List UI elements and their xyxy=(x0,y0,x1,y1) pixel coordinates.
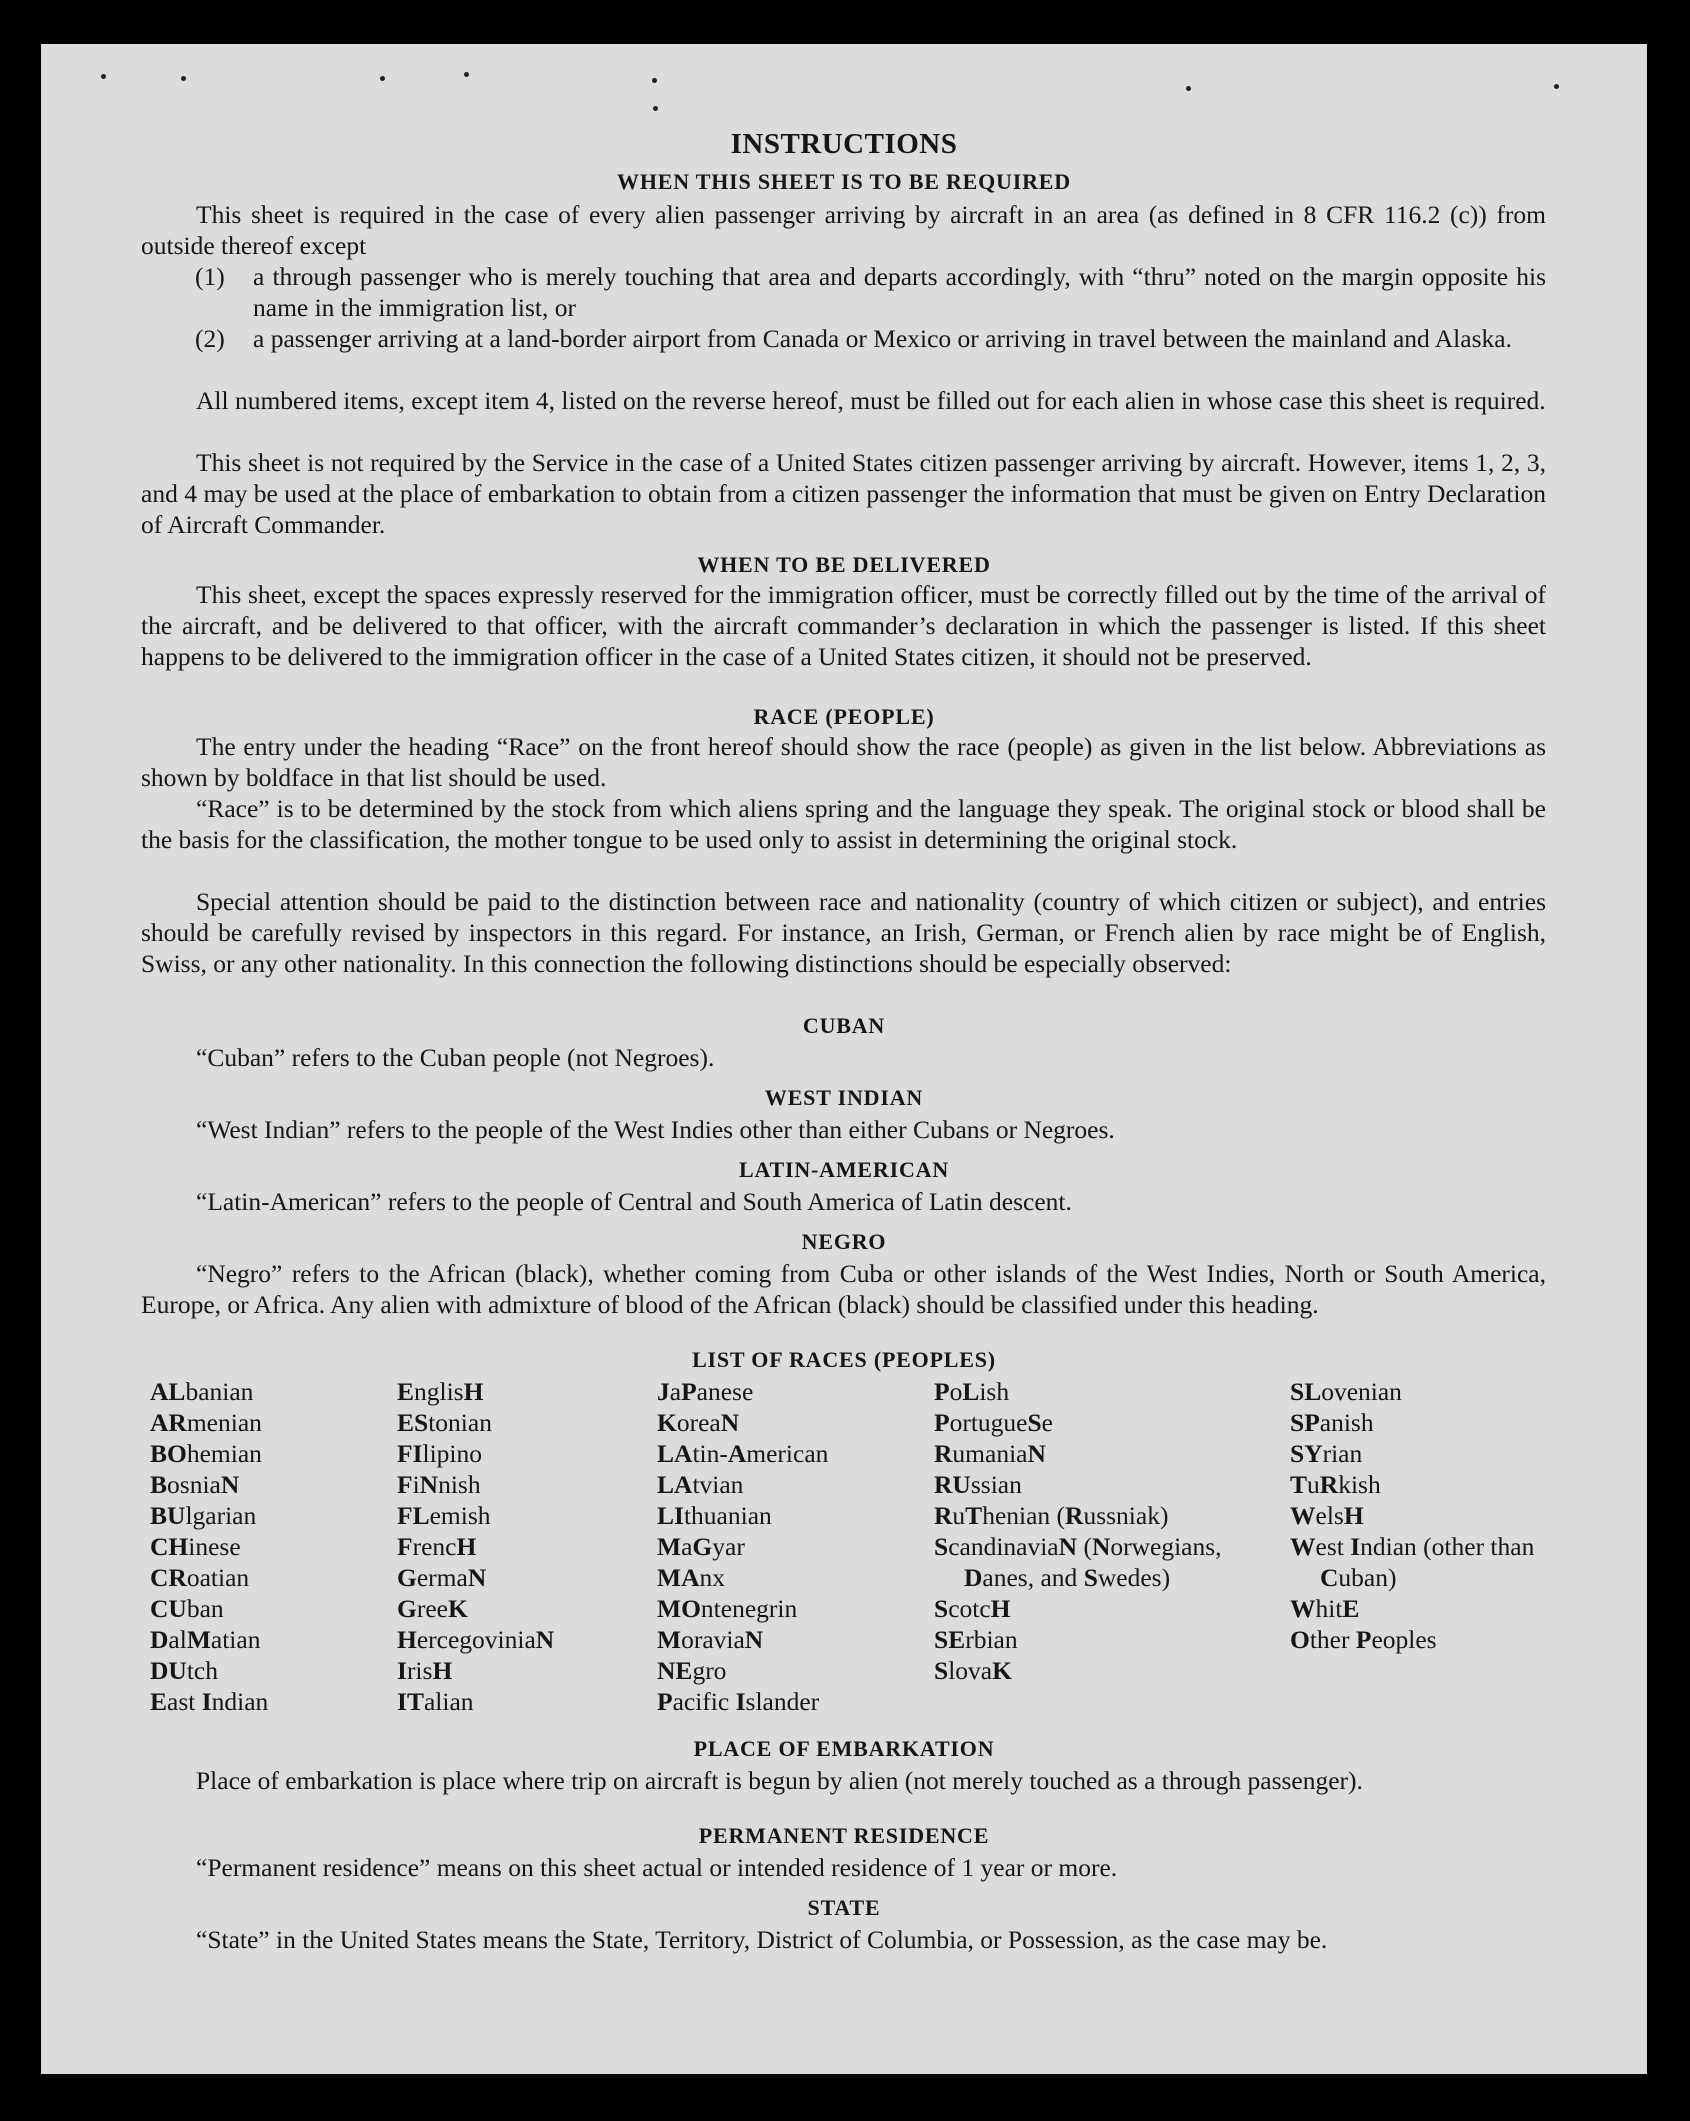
exception-item-2 xyxy=(195,323,1546,354)
required-intro: This sheet is required in the case of every alien passenger arriving by aircraft in an area (as defined in 8 CFR 116.2 (c)) from outside thereof except xyxy=(141,200,1546,260)
race-entry: MaGyar xyxy=(657,1532,745,1561)
race-entry: PortugueSe xyxy=(934,1408,1053,1437)
race-entry: DUtch xyxy=(150,1656,218,1685)
race-entry: EnglisH xyxy=(397,1377,484,1406)
scan-speck xyxy=(181,76,186,81)
heading-negro: NEGRO xyxy=(801,1229,887,1254)
race-entry: Other Peoples xyxy=(1290,1625,1437,1654)
race-entry: WelsH xyxy=(1290,1501,1364,1530)
race-list-column-4 xyxy=(934,1376,1224,1686)
race-entry: PoLish xyxy=(934,1377,1010,1406)
race-entry: RuThenian (Russniak) xyxy=(934,1501,1169,1530)
race-entry: ScandinaviaN (Norwegians, Danes, and Swedes) xyxy=(934,1532,1222,1592)
race-entry: SYrian xyxy=(1290,1439,1363,1468)
scan-speck xyxy=(380,76,385,81)
required-paragraph-3: This sheet is not required by the Service in the case of a United States citizen passenger arriving by aircraft. However, items 1, 2, 3, and 4 may be used at the place of embarkation to obtain from a citizen passenger the information that must be given on Entry Declaration of Aircraft Commander. xyxy=(141,448,1546,539)
heading-when-delivered: WHEN TO BE DELIVERED xyxy=(697,552,991,577)
race-list-column-3 xyxy=(657,1376,828,1717)
race-entry: CRoatian xyxy=(150,1563,250,1592)
cuban-definition: “Cuban” refers to the Cuban people (not Negroes). xyxy=(196,1043,715,1072)
race-entry: GreeK xyxy=(397,1594,468,1623)
race-entry: West Indian (other than Cuban) xyxy=(1290,1532,1535,1592)
heading-permanent-residence: PERMANENT RESIDENCE xyxy=(698,1823,990,1848)
race-entry: RUssian xyxy=(934,1470,1022,1499)
required-paragraph-2: All numbered items, except item 4, listed on the reverse hereof, must be filled out for each alien in whose case this sheet is required. xyxy=(196,386,1546,415)
race-entry: FLemish xyxy=(397,1501,491,1530)
race-entry: JaPanese xyxy=(657,1377,754,1406)
race-entry: RumaniaN xyxy=(934,1439,1046,1468)
scan-speck xyxy=(464,72,469,77)
scan-speck xyxy=(101,74,106,79)
scan-speck xyxy=(652,78,657,83)
race-entry: GermaN xyxy=(397,1563,487,1592)
race-entry: ScotcH xyxy=(934,1594,1011,1623)
scan-speck xyxy=(1554,84,1559,89)
heading-list-of-races: LIST OF RACES (PEOPLES) xyxy=(692,1347,996,1372)
race-entry: HercegoviniaN xyxy=(397,1625,555,1654)
heading-latin-american: LATIN-AMERICAN xyxy=(738,1157,950,1182)
item-number: (2) xyxy=(195,324,225,353)
race-entry: BOhemian xyxy=(150,1439,262,1468)
race-entry: FiNnish xyxy=(397,1470,481,1499)
race-entry: SPanish xyxy=(1290,1408,1374,1437)
heading-state: STATE xyxy=(807,1895,881,1920)
heading-race: RACE (PEOPLE) xyxy=(753,704,935,729)
latin-american-definition: “Latin-American” refers to the people of Central and South America of Latin descent. xyxy=(196,1187,1072,1216)
race-entry: FIlipino xyxy=(397,1439,483,1468)
negro-definition: “Negro” refers to the African (black), whether coming from Cuba or other islands of the West Indies, North or South America, Europe, or Africa. Any alien with admixture of blood of the African (black) should be classified under this heading. xyxy=(141,1259,1546,1319)
race-entry: SlovaK xyxy=(934,1656,1012,1685)
race-paragraph-3: Special attention should be paid to the distinction between race and nationality (country of which citizen or subject), and entries should be carefully revised by inspectors in this regard. For instance, an Irish, German, or French alien by race might be of English, Swiss, or any other nationality. In this connection the following distinctions should be especially observed: xyxy=(141,887,1546,978)
race-entry: BUlgarian xyxy=(150,1501,257,1530)
race-paragraph-1: The entry under the heading “Race” on the front hereof should show the race (people) as given in the list below. Abbreviations as shown by boldface in that list should be used. xyxy=(141,732,1546,792)
race-list-column-1 xyxy=(150,1376,268,1717)
west-indian-definition: “West Indian” refers to the people of the West Indies other than either Cubans or Negroes. xyxy=(196,1115,1115,1144)
race-entry: Pacific Islander xyxy=(657,1687,820,1716)
race-entry: LAtin-American xyxy=(657,1439,829,1468)
race-entry: ARmenian xyxy=(150,1408,262,1437)
residence-definition: “Permanent residence” means on this sheet actual or intended residence of 1 year or more. xyxy=(196,1853,1118,1882)
race-entry: TuRkish xyxy=(1290,1470,1381,1499)
race-list-column-2 xyxy=(397,1376,554,1717)
item-text: a passenger arriving at a land-border airport from Canada or Mexico or arriving in travel between the mainland and Alaska. xyxy=(253,324,1512,353)
heading-cuban: CUBAN xyxy=(802,1013,886,1038)
heading-place-of-embarkation: PLACE OF EMBARKATION xyxy=(693,1736,995,1761)
heading-when-required: WHEN THIS SHEET IS TO BE REQUIRED xyxy=(617,169,1071,194)
race-entry: BosniaN xyxy=(150,1470,240,1499)
race-entry: EStonian xyxy=(397,1408,492,1437)
race-entry: East Indian xyxy=(150,1687,269,1716)
race-entry: CHinese xyxy=(150,1532,241,1561)
embarkation-definition: Place of embarkation is place where trip on aircraft is begun by alien (not merely touched as a through passenger). xyxy=(196,1766,1363,1795)
scan-speck xyxy=(1186,86,1191,91)
race-list-column-5 xyxy=(1290,1376,1550,1655)
race-entry: CUban xyxy=(150,1594,224,1623)
race-entry: LAtvian xyxy=(657,1470,744,1499)
race-entry: MoraviaN xyxy=(657,1625,764,1654)
race-entry: WhitE xyxy=(1290,1594,1360,1623)
race-entry: ITalian xyxy=(397,1687,474,1716)
item-text: a through passenger who is merely touching that area and departs accordingly, with “thru” noted on the margin opposite his name in the immigration list, or xyxy=(253,262,1546,322)
race-entry: SErbian xyxy=(934,1625,1018,1654)
race-entry: SLovenian xyxy=(1290,1377,1402,1406)
document-page xyxy=(41,44,1647,2074)
item-number: (1) xyxy=(195,262,225,291)
race-entry: LIthuanian xyxy=(657,1501,772,1530)
scan-speck xyxy=(653,106,658,111)
race-entry: KoreaN xyxy=(657,1408,740,1437)
exception-item-1 xyxy=(195,261,1546,323)
race-entry: IrisH xyxy=(397,1656,453,1685)
heading-west-indian: WEST INDIAN xyxy=(764,1085,924,1110)
race-entry: MOntenegrin xyxy=(657,1594,798,1623)
race-entry: ALbanian xyxy=(150,1377,254,1406)
page-title: INSTRUCTIONS xyxy=(730,128,958,160)
race-entry: NEgro xyxy=(657,1656,727,1685)
state-definition: “State” in the United States means the State, Territory, District of Columbia, or Possession, as the case may be. xyxy=(196,1925,1328,1954)
delivered-paragraph: This sheet, except the spaces expressly reserved for the immigration officer, must be correctly filled out by the time of the arrival of the aircraft, and be delivered to that officer, with the aircraft commander’s declaration in which the passenger is listed. If this sheet happens to be delivered to the immigration officer in the case of a United States citizen, it should not be preserved. xyxy=(141,580,1546,671)
race-entry: DalMatian xyxy=(150,1625,261,1654)
race-paragraph-2: “Race” is to be determined by the stock from which aliens spring and the language they speak. The original stock or blood shall be the basis for the classification, the mother tongue to be used only to assist in determining the original stock. xyxy=(141,794,1546,854)
race-entry: FrencH xyxy=(397,1532,477,1561)
race-entry: MAnx xyxy=(657,1563,725,1592)
